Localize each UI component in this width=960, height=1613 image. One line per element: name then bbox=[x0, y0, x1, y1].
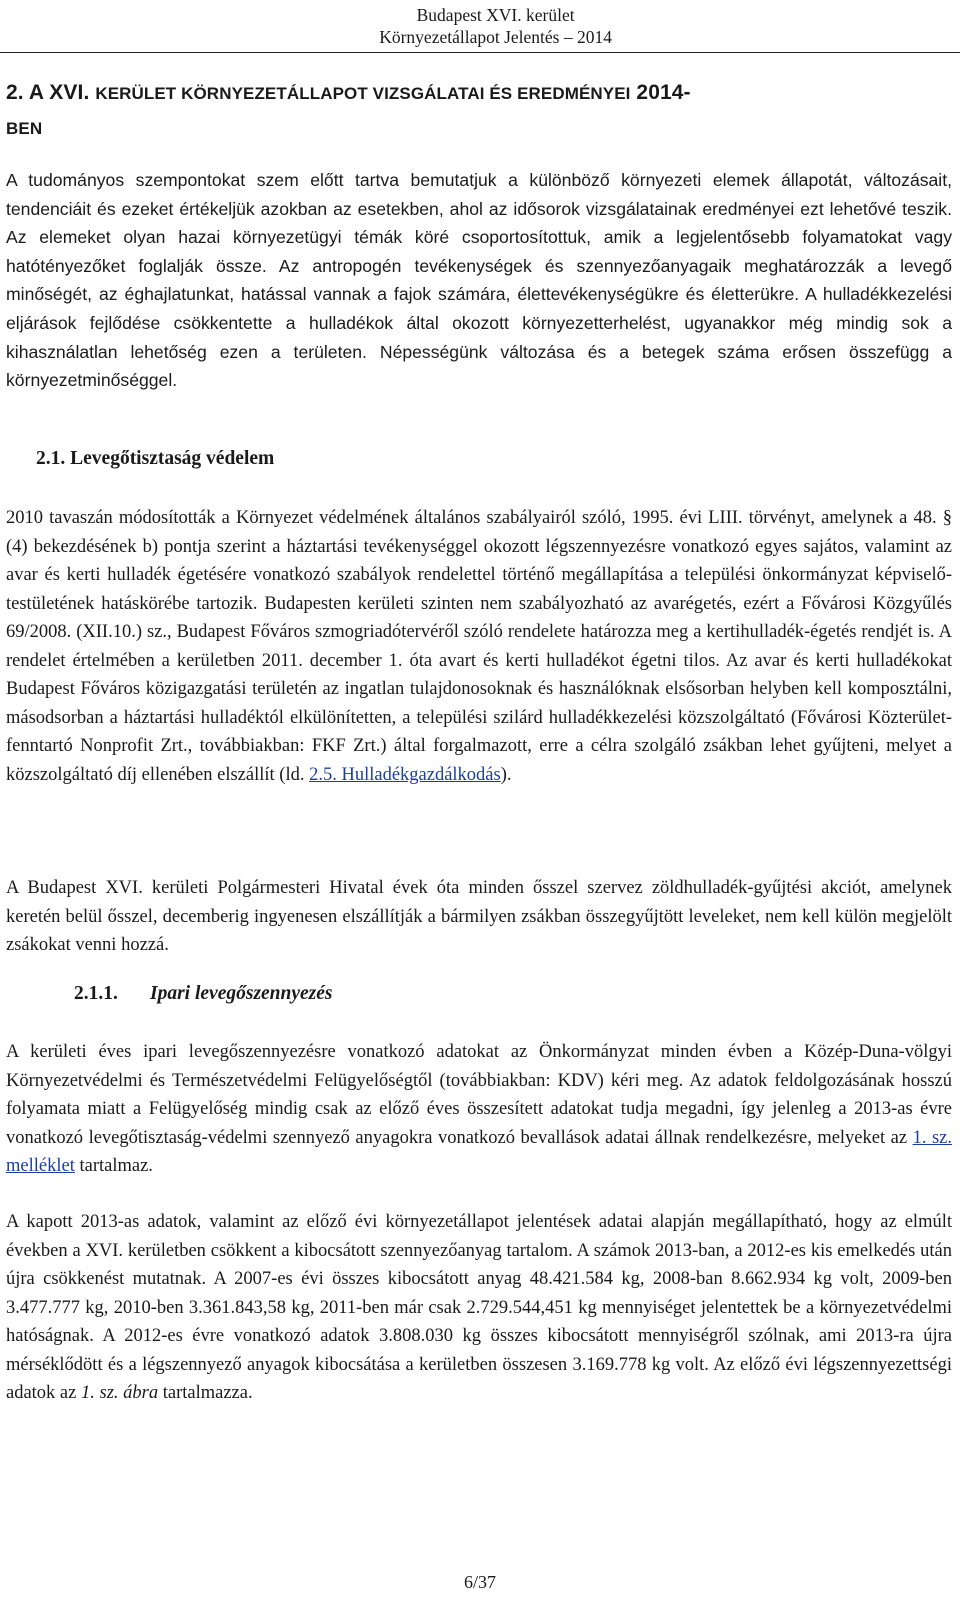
section-heading-2-1-1 bbox=[74, 983, 333, 1005]
page-number: 6/37 bbox=[463, 1572, 496, 1592]
section-2-1-paragraph-1 bbox=[6, 504, 952, 789]
section-number: 2.1. bbox=[36, 448, 66, 469]
header-line-1: Budapest XVI. kerület bbox=[416, 5, 575, 25]
chapter-suffix: BEN bbox=[6, 119, 43, 138]
section-2-1-1-paragraph-2 bbox=[6, 1208, 952, 1408]
intro-paragraph: A tudományos szempontokat szem előtt tartva bemutatjuk a különböző környezeti elemek állapotát, változásait, tendenciáit és ezeket értékeljük azokban az esetekben, ahol az idősorok vizsgálatainak eredményei ezt lehetővé teszik. Az elemeket olyan hazai környezetügyi témák köré csoportosítottuk, amik a legjelentősebb folyamatokat vagy hatótényezőket foglalják össze. Az antropogén tevékenységek és szennyezőanyagaik meghatározzák a levegő minőségét, az éghajlatunkat, hatással vannak a fajok számára, élettevékenységükre és életterükre. A hulladékkezelési eljárások fejlődése csökkentette a hulladékok által okozott környezetterhelést, ugyanakkor még mindig sok a kihasználatlan lehetőség ezen a területen. Népességünk változása és a betegek száma erősen összefügg a környezetminőséggel. bbox=[6, 170, 952, 391]
figure-reference: 1. sz. ábra bbox=[81, 1383, 159, 1403]
paragraph-text: 2010 tavaszán módosították a Környezet védelmének általános szabályairól szóló, 1995. évi LIII. törvényt, amelynek a 48. § (4) bekezdésének b) pontja szerint a háztartási tevékenységgel okozott légszennyezésre vonatkozó egyes sajátos, valamint az avar és kerti hulladék égetésére vonatkozó szabályok rendelettel történő megállapítása a települési önkormányzat képviselő-testületének hatáskörébe tartozik. Budapesten kerületi szinten nem szabályozható az avarégetés, ezért a Fővárosi Közgyűlés 69/2008. (XII.10.) sz., Budapest Főváros szmogriadótervéről szóló rendelete határozza meg a kertihulladék-égetés rendjét is. A rendelet értelmében a kerületben 2011. december 1. óta avart és kerti hulladékot égetni tilos. Az avar és kerti hulladékokat Budapest Főváros közigazgatási területén az ingatlan tulajdonosoknak és használóknak elsősorban helyben kell komposztálni, másodsorban a háztartási hulladéktól elkülönítetten, a települési szilárd hulladékkezelési közszolgáltató (Fővárosi Közterület-fenntartó Nonprofit Zrt., továbbiakban: FKF Zrt.) által forgalmazott, erre a célra szolgáló zsákban lehet gyűjteni, melyet a közszolgáltató díj ellenében elszállít (ld. bbox=[6, 508, 952, 785]
annex-1-link[interactable]: 1. sz. melléklet bbox=[6, 1127, 952, 1176]
chapter-year: 2014- bbox=[636, 81, 691, 104]
paragraph-text: A kapott 2013-as adatok, valamint az előző évi környezetállapot jelentések adatai alapján megállapítható, hogy az elmúlt években a XVI. kerületben csökkent a kibocsátott szennyezőanyag tartalom. A számok 2013-ban, a 2012-es kis emelkedés után újra csökkenést mutatnak. A 2007-es évi összes kibocsátott anyag 48.421.584 kg, 2008-ban 8.662.934 kg volt, 2009-ben 3.477.777 kg, 2010-ben 3.361.843,58 kg, 2011-ben már csak 2.729.544,451 kg mennyiséget jelentettek be a környezetvédelmi hatóságnak. A 2012-es évre vonatkozó adatok 3.808.030 kg összes kibocsátott mennyiségről szólnak, ami 2013-ra újra mérséklődött és a légszennyező anyagok kibocsátása a kerületben összesen 3.169.778 kg volt. Az előző évi légszennyezettségi adatok az bbox=[6, 1212, 952, 1403]
section-heading-2-1 bbox=[36, 448, 274, 470]
hulladekgazdalkodas-link[interactable]: 2.5. Hulladékgazdálkodás bbox=[309, 764, 501, 785]
section-title: Levegőtisztaság védelem bbox=[70, 448, 275, 469]
header-line-2: Környezetállapot Jelentés – 2014 bbox=[379, 27, 612, 47]
subsection-title: Ipari levegőszennyezés bbox=[150, 983, 333, 1004]
paragraph-text: A kerületi éves ipari levegőszennyezésre vonatkozó adatokat az Önkormányzat minden évben a Közép-Duna-völgyi Környezetvédelmi és Természetvédelmi Felügyelőségtől (továbbiakban: KDV) kéri meg. Az adatok feldolgozásának hosszú folyamata miatt a Felügyelőség mindig csak az előző éves összesített adatokat tudja megadni, így jelenleg a 2013-as évre vonatkozó levegőtisztaság-védelmi szennyező anyagokra vonatkozó bevallások adatai állnak rendelkezésre, melyeket az bbox=[6, 1042, 952, 1148]
paragraph-text-end: tartalmazza. bbox=[158, 1383, 253, 1403]
section-2-1-1-paragraph-1 bbox=[6, 1038, 952, 1181]
section-2-1-paragraph-2: A Budapest XVI. kerületi Polgármesteri Hivatal évek óta minden ősszel szervez zöldhulladék-gyűjtési akciót, amelynek keretén belül ősszel, decemberig ingyenesen elszállítják a bármilyen zsákban összegyűjtött leveleket, nem kell külön megjelölt zsákokat venni hozzá. bbox=[6, 878, 952, 955]
chapter-heading bbox=[6, 76, 952, 146]
paragraph-text-end: ). bbox=[500, 764, 512, 785]
chapter-title: KERÜLET KÖRNYEZETÁLLAPOT VIZSGÁLATAI ÉS EREDMÉNYEI bbox=[95, 84, 631, 103]
running-header bbox=[379, 4, 612, 48]
header-divider bbox=[0, 52, 960, 53]
paragraph-text-end: tartalmaz. bbox=[74, 1156, 153, 1176]
subsection-number: 2.1.1. bbox=[74, 983, 118, 1004]
chapter-number: 2. A XVI. bbox=[6, 81, 90, 104]
